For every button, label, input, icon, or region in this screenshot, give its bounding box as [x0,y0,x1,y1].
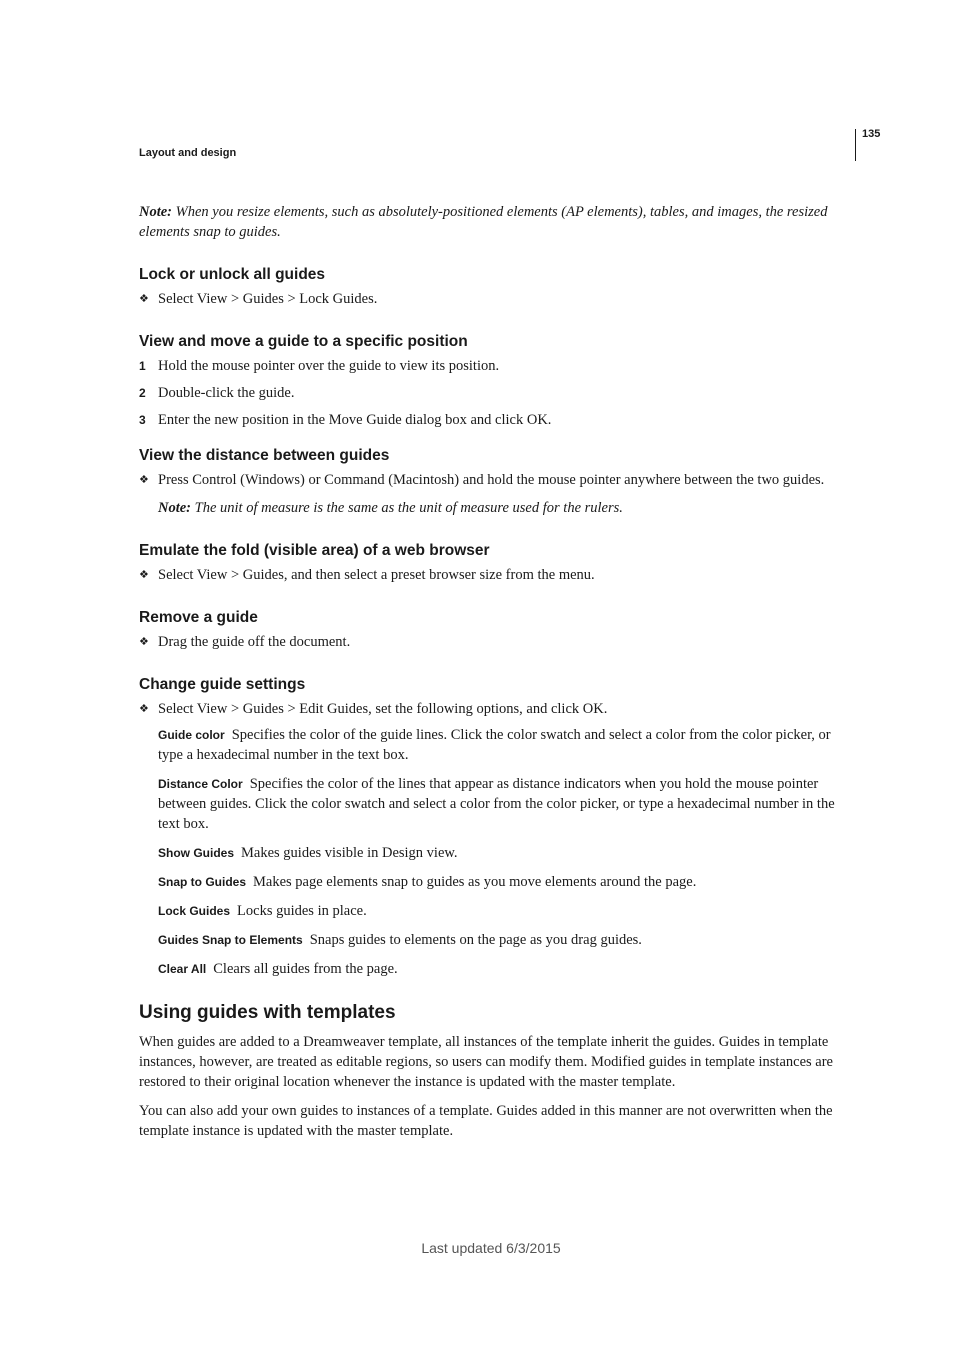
note-text: When you resize elements, such as absolutely-positioned elements (AP elements), tables, and images, the resized elements snap to guides. [139,204,828,240]
option-description: Clears all guides from the page. [213,961,398,977]
option-term: Clear All [158,962,207,976]
page-footer [0,1240,954,1258]
bullet-text: Select View > Guides, and then select a preset browser size from the menu. [158,567,595,583]
last-updated: Last updated 6/3/2015 [421,1240,561,1256]
bullet-item [139,699,855,719]
bullet-diamond-icon: ❖ [139,473,149,486]
step-item [139,383,855,403]
option-description: Specifies the color of the lines that appear as distance indicators when you hold the mouse pointer between guides. Click the color swatch and select a color from the color picker, or type a hexadecimal number in the text box. [158,776,835,832]
body-paragraph: When guides are added to a Dreamweaver template, all instances of the template inherit the guides. Guides in template instances, however, are treated as editable regions, so users can modify them. Modified guides in template instances are restored to their original location whenever the instance is updated with the master template. [139,1034,833,1090]
option-guide-color [158,725,855,765]
step-item [139,356,855,376]
option-description: Makes guides visible in Design view. [241,845,458,861]
option-term: Lock Guides [158,904,231,918]
step-number: 1 [139,359,146,373]
bullet-item [139,470,855,490]
section-heading: View the distance between guides [139,447,390,464]
section-lock-guides [139,265,855,309]
section-heading: Lock or unlock all guides [139,266,326,283]
section-heading: Emulate the fold (visible area) of a web browser [139,542,490,559]
option-term: Snap to Guides [158,875,247,889]
bullet-text: Drag the guide off the document. [158,634,351,650]
section-heading: View and move a guide to a specific position [139,333,468,350]
option-term: Guide color [158,728,225,742]
section-emulate-fold [139,541,855,585]
section-view-move-guide [139,332,855,430]
body-paragraph: You can also add your own guides to instances of a template. Guides added in this manner are not overwritten when the template instance is updated with the master template. [139,1103,833,1139]
bullet-text: Select View > Guides > Edit Guides, set the following options, and click OK. [158,701,608,717]
bullet-item [139,632,855,652]
note-label: Note: [139,204,173,220]
header-divider [855,129,856,161]
section-change-settings [139,675,855,979]
step-text: Double-click the guide. [158,385,295,401]
option-description: Locks guides in place. [237,903,367,919]
bullet-text: Press Control (Windows) or Command (Macintosh) and hold the mouse pointer anywhere between the two guides. [158,472,825,488]
section-guides-with-templates [139,1001,855,1141]
running-head: Layout and design [139,147,237,159]
option-guides-snap-to-elements [158,930,855,950]
bullet-item [139,565,855,585]
section-view-distance [139,446,855,518]
bullet-item [139,289,855,309]
bullet-text: Select View > Guides > Lock Guides. [158,291,378,307]
section-heading: Remove a guide [139,609,258,626]
section-remove-guide [139,608,855,652]
option-description: Snaps guides to elements on the page as you drag guides. [309,932,642,948]
step-number: 2 [139,386,146,400]
page-content [139,202,855,1150]
option-description: Makes page elements snap to guides as you move elements around the page. [253,874,697,890]
option-snap-to-guides [158,872,855,892]
option-term: Distance Color [158,777,243,791]
bullet-diamond-icon: ❖ [139,635,149,648]
bullet-diamond-icon: ❖ [139,292,149,305]
option-show-guides [158,843,855,863]
step-number: 3 [139,413,146,427]
option-distance-color [158,774,855,834]
option-lock-guides [158,901,855,921]
section-title: Using guides with templates [139,1002,396,1023]
step-text: Enter the new position in the Move Guide dialog box and click OK. [158,412,552,428]
option-description: Specifies the color of the guide lines. Click the color swatch and select a color from the color picker, or type a hexadecimal number in the text box. [158,727,831,763]
distance-note [158,498,855,518]
intro-note [139,202,855,242]
note-label: Note: [158,500,192,516]
bullet-diamond-icon: ❖ [139,702,149,715]
option-term: Show Guides [158,846,235,860]
note-text: The unit of measure is the same as the unit of measure used for the rulers. [194,500,623,516]
option-term: Guides Snap to Elements [158,933,303,947]
step-text: Hold the mouse pointer over the guide to view its position. [158,358,500,374]
section-heading: Change guide settings [139,676,306,693]
step-item [139,410,855,430]
page-number: 135 [862,128,881,140]
option-clear-all [158,959,855,979]
bullet-diamond-icon: ❖ [139,568,149,581]
